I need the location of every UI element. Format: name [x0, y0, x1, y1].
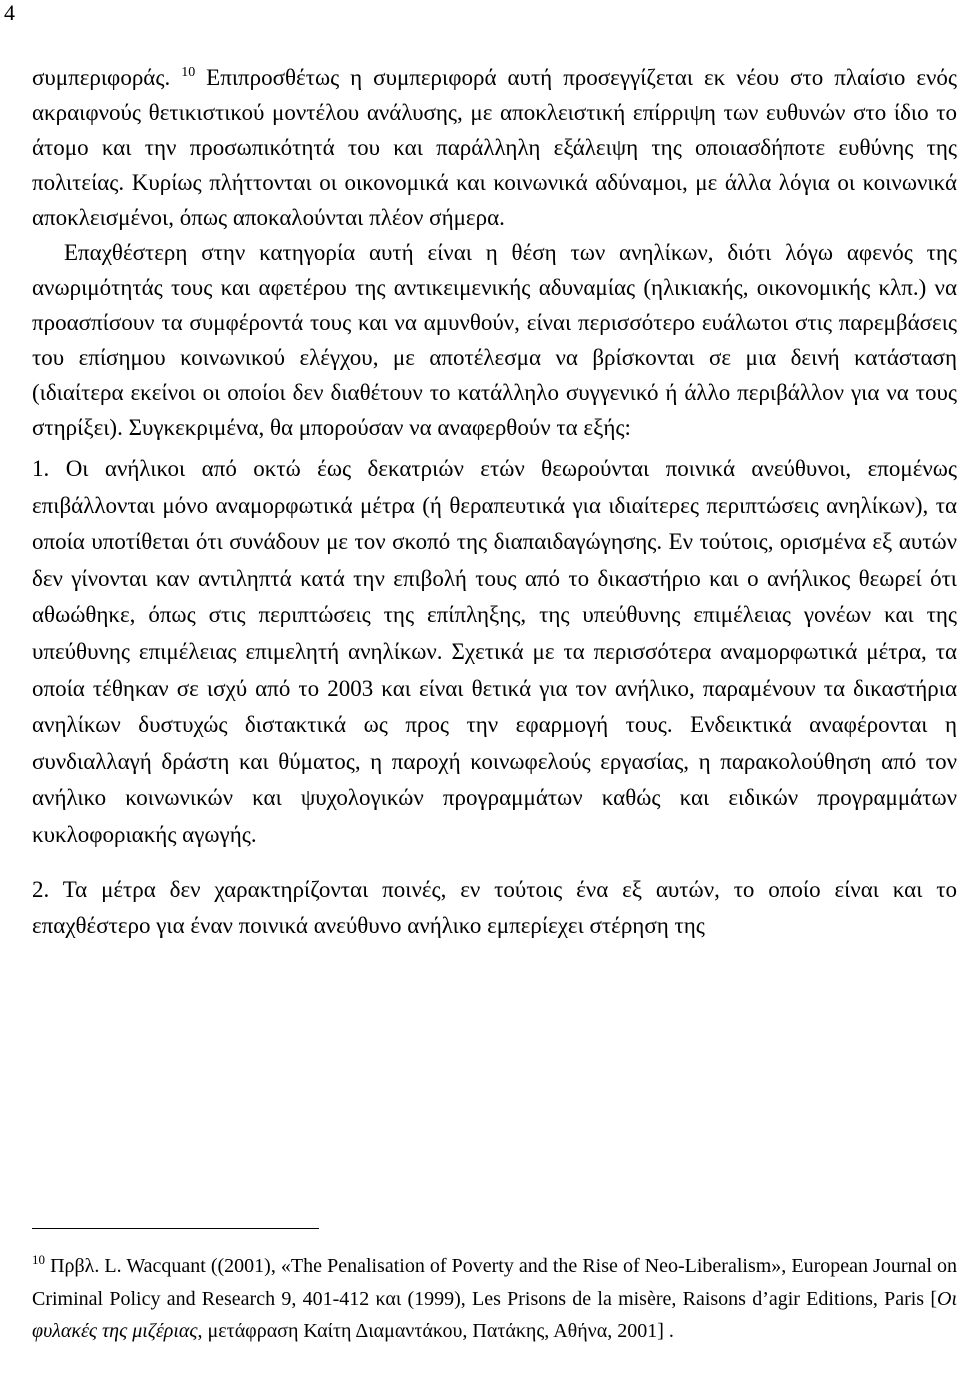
list-item-text: Τα μέτρα δεν χαρακτηρίζονται ποινές, εν τούτοις ένα εξ αυτών, το οποίο είναι και το επαχθέστερο για έναν ποινικά ανεύθυνο ανήλικο εμπερίεχει στέρηση της [32, 876, 958, 939]
list-item [32, 872, 957, 945]
paragraph-1 [32, 60, 957, 235]
list-item-number: 1. [32, 456, 50, 481]
paragraph-1-rest: Επιπροσθέτως η συμπεριφορά αυτή προσεγγίζεται εκ νέου στο πλαίσιο ενός ακραιφνούς θετικιστικού μοντέλου ανάλυσης, με αποκλειστική επίρριψη των ευθυνών στο ίδιο το άτομο και την προσωπικότητά του και παράλληλη εξάλειψη της οποιασδήποτε ευθύνης της πολιτείας. Κυρίως πλήττονται οι οικονομικά και κοινωνικά αδύναμοι, με άλλα λόγια οι κοινωνικά αποκλεισμένοι, όπως αποκαλούνται πλέον σήμερα. [32, 65, 957, 230]
footnote-text-end: , μετάφραση Καίτη Διαμαντάκου, Πατάκης, Αθήνα, 2001] . [197, 1320, 674, 1342]
page-number: 4 [4, 0, 15, 25]
paragraph-2: Επαχθέστερη στην κατηγορία αυτή είναι η θέση των ανηλίκων, διότι λόγω αφενός της ανωριμότητάς τους και αφετέρου της αντικειμενικής αδυναμίας (ηλικιακής, οικονομικής κλπ.) να προασπίσουν τα συμφέροντά τους και να αμυνθούν, είναι περισσότερο ευάλωτοι στις παρεμβάσεις του επίσημου κοινωνικού ελέγχου, με αποτέλεσμα να βρίσκονται σε μια δεινή κατάσταση (ιδιαίτερα εκείνοι οι οποίοι δεν διαθέτουν το κατάλληλο συγγενικό ή άλλο περιβάλλον για να τους στηρίξει). Συγκεκριμένα, θα μπορούσαν να αναφερθούν τα εξής: [32, 240, 957, 440]
footnote-separator [32, 1228, 319, 1229]
list-item-text: Οι ανήλικοι από οκτώ έως δεκατριών ετών θεωρούνται ποινικά ανεύθυνοι, επομένως επιβάλλονται μόνο αναμορφωτικά μέτρα (ή θεραπευτικά για ιδιαίτερες περιπτώσεις ανηλίκων), τα οποία υποτίθεται ότι συνάδουν με τον σκοπό της διαπαιδαγώγησης. Εν τούτοις, ορισμένα εξ αυτών δεν γίνονται καν αντιληπτά κατά την επιβολή τους από το δικαστήριο και ο ανήλικος θεωρεί ότι αθωώθηκε, όπως στις περιπτώσεις της επίπληξης, της υπεύθυνης επιμέλειας γονέων και της υπεύθυνης επιμέλειας επιμελητή ανηλίκων. Σχετικά με τα περισσότερα αναμορφωτικά μέτρα, τα οποία τέθηκαν σε ισχύ από το 2003 και είναι θετικά για τον ανήλικο, παραμένουν τα δικαστήρια ανηλίκων δυστυχώς διστακτικά ως προς την εφαρμογή τους. Ενδεικτικά αναφέρονται η συνδιαλλαγή δράστη και θύματος, η παροχή κοινωφελούς εργασίας, η παρακολούθηση από τον ανήλικο κοινωνικών και ψυχολογικών προγραμμάτων καθώς και ειδικών προγραμμάτων κυκλοφοριακής αγωγής. [32, 456, 957, 847]
list-item [32, 451, 957, 854]
footnote [32, 1250, 957, 1348]
footnote-reference[interactable]: 10 [181, 65, 196, 80]
footnote-text-start: Πρβλ. L. Wacquant ((2001), «The Penalisation of Poverty and the Rise of Neo-Liberalism», European Journal on Criminal Policy and Research 9, 401-412 και (1999), Les Prisons de la misère, Raisons d’agir Editions, Paris [ [32, 1255, 957, 1310]
footnote-number: 10 [32, 1252, 45, 1267]
paragraph-1-start: συμπεριφοράς. [32, 65, 182, 90]
list-item-number: 2. [32, 876, 50, 902]
body-text [32, 60, 957, 945]
footnote-italic-title: Οι φυλακές της μιζέριας [32, 1287, 957, 1342]
